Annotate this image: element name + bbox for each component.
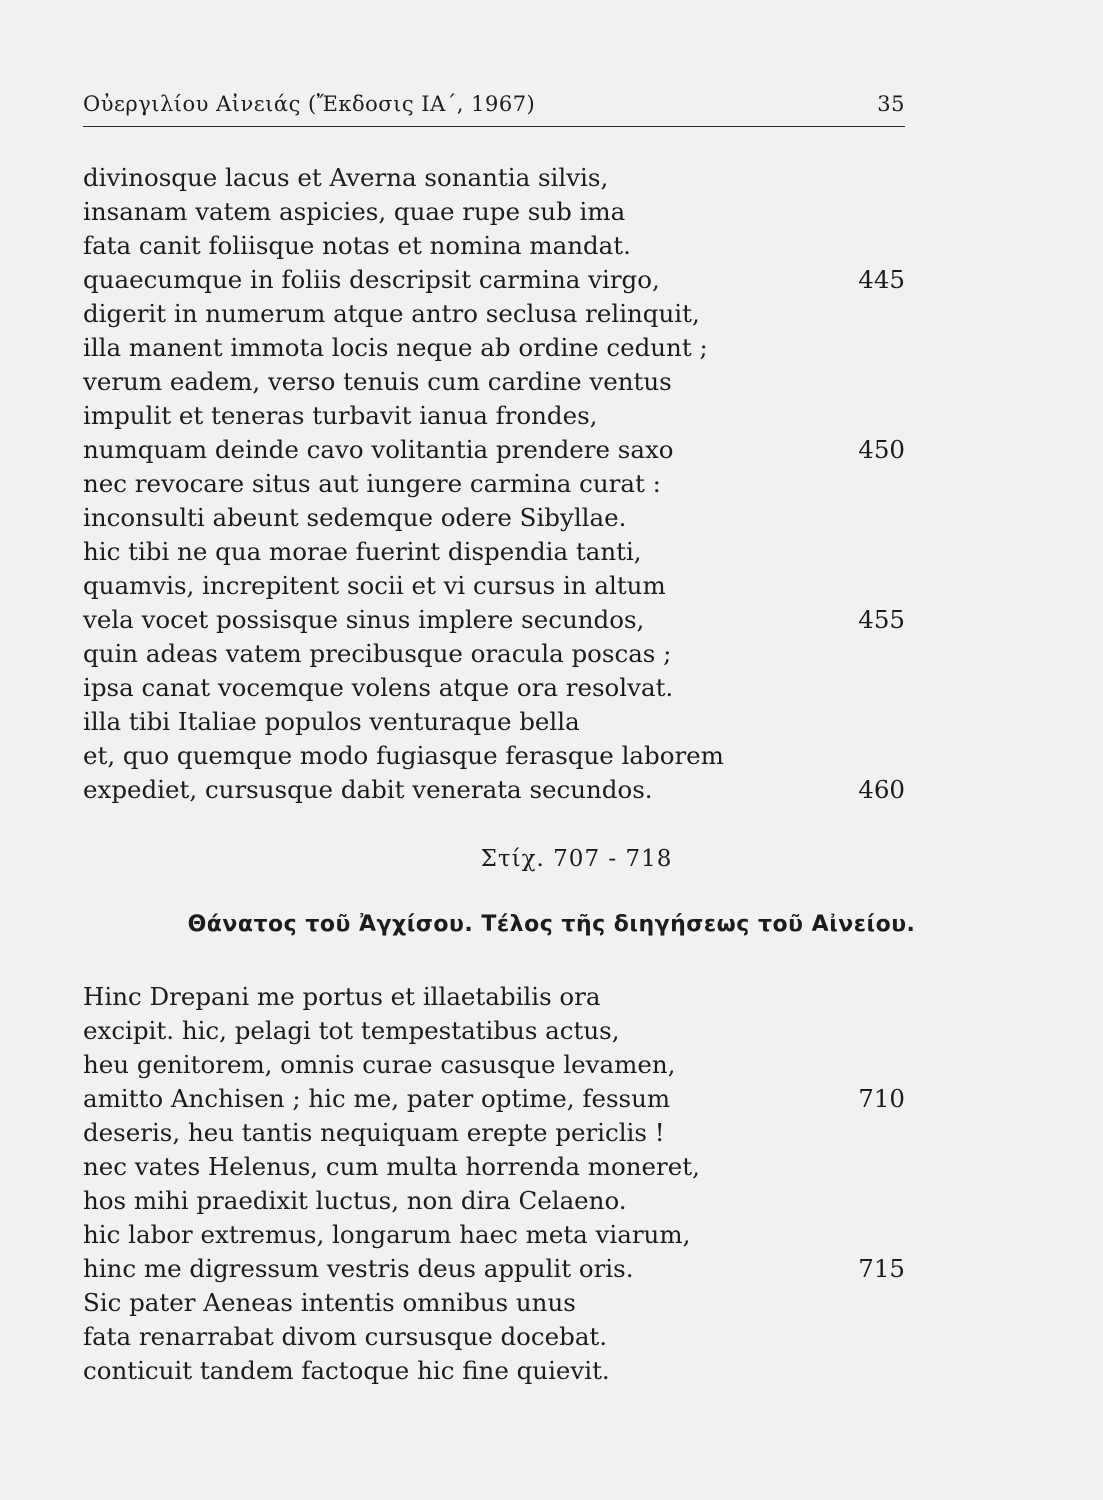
verse-line <box>83 433 905 467</box>
verse-text: quamvis, increpitent socii et vi cursus in altum <box>83 571 666 600</box>
verse-text: deseris, heu tantis nequiquam erepte periclis ! <box>83 1118 665 1147</box>
verse-line <box>83 1252 905 1286</box>
verse-line <box>83 569 905 603</box>
caption-text: Στίχ. 707 - 718 <box>480 846 673 872</box>
verse-text: illa tibi Italiae populos venturaque bella <box>83 707 580 736</box>
verse-line <box>83 535 905 569</box>
line-number: 450 <box>858 435 905 464</box>
verse-line <box>83 501 905 535</box>
verse-line <box>83 603 905 637</box>
verse-line <box>83 980 905 1014</box>
verse-text: Sic pater Aeneas intentis omnibus unus <box>83 1288 576 1317</box>
verse-text: divinosque lacus et Averna sonantia silvis, <box>83 163 609 192</box>
running-head <box>83 92 905 127</box>
verse-text: illa manent immota locis neque ab ordine cedunt ; <box>83 333 708 362</box>
verse-text: excipit. hic, pelagi tot tempestatibus actus, <box>83 1016 620 1045</box>
verse-line <box>83 1320 905 1354</box>
verse-text: hos mihi praedixit luctus, non dira Celaeno. <box>83 1186 627 1215</box>
verse-line <box>83 1286 905 1320</box>
verse-line <box>83 773 905 807</box>
verse-text: insanam vatem aspicies, quae rupe sub ima <box>83 197 626 226</box>
verse-line <box>83 467 905 501</box>
verse-line <box>83 739 905 773</box>
verse-text: hic tibi ne qua morae fuerint dispendia tanti, <box>83 537 642 566</box>
verse-line <box>83 1184 905 1218</box>
line-number: 445 <box>858 265 905 294</box>
verse-line <box>83 1116 905 1150</box>
line-number: 715 <box>858 1254 905 1283</box>
verse-text: fata renarrabat divom cursusque docebat. <box>83 1322 608 1351</box>
verse-text: verum eadem, verso tenuis cum cardine ventus <box>83 367 672 396</box>
verse-text: et, quo quemque modo fugiasque ferasque laborem <box>83 741 724 770</box>
line-number: 455 <box>858 605 905 634</box>
verse-text: nec revocare situs aut iungere carmina curat : <box>83 469 661 498</box>
verse-text: expediet, cursusque dabit venerata secundos. <box>83 775 653 804</box>
verse-text: amitto Anchisen ; hic me, pater optime, fessum <box>83 1084 671 1113</box>
verse-text: numquam deinde cavo volitantia prendere saxo <box>83 435 674 464</box>
verse-text: hinc me digressum vestris deus appulit oris. <box>83 1254 634 1283</box>
verse-line <box>83 195 905 229</box>
verse-text: ipsa canat vocemque volens atque ora resolvat. <box>83 673 674 702</box>
verse-line <box>83 1218 905 1252</box>
verse-line <box>83 1014 905 1048</box>
verse-text: digerit in numerum atque antro seclusa relinquit, <box>83 299 700 328</box>
verse-text: hic labor extremus, longarum haec meta viarum, <box>83 1220 691 1249</box>
verse-line <box>83 399 905 433</box>
verse-line <box>83 1354 905 1388</box>
verse-line <box>83 637 905 671</box>
running-head-title: Οὐεργιλίου Αἰνειάς (Ἔκδοσις ΙΑ΄, 1967) <box>83 92 536 116</box>
verse-range-caption <box>0 846 1103 872</box>
verse-line <box>83 365 905 399</box>
verse-line <box>83 1150 905 1184</box>
verse-line <box>83 671 905 705</box>
verse-text: impulit et teneras turbavit ianua frondes, <box>83 401 598 430</box>
verse-text: conticuit tandem factoque hic fine quievit. <box>83 1356 610 1385</box>
verse-line <box>83 331 905 365</box>
verse-text: vela vocet possisque sinus implere secundos, <box>83 605 645 634</box>
verse-line <box>83 297 905 331</box>
verse-text: quin adeas vatem precibusque oracula poscas ; <box>83 639 672 668</box>
verse-block-707-718 <box>83 980 905 1388</box>
verse-text: inconsulti abeunt sedemque odere Sibyllae. <box>83 503 627 532</box>
verse-block-443-460 <box>83 161 905 807</box>
verse-line <box>83 1082 905 1116</box>
verse-text: heu genitorem, omnis curae casusque levamen, <box>83 1050 676 1079</box>
verse-line <box>83 1048 905 1082</box>
page-number: 35 <box>877 92 905 116</box>
line-number: 460 <box>858 775 905 804</box>
section-heading: Θάνατος τοῦ Ἀγχίσου. Τέλος τῆς διηγήσεως τοῦ Αἰνείου. <box>187 912 916 937</box>
verse-line <box>83 263 905 297</box>
verse-text: nec vates Helenus, cum multa horrenda moneret, <box>83 1152 700 1181</box>
verse-line <box>83 161 905 195</box>
verse-text: fata canit foliisque notas et nomina mandat. <box>83 231 631 260</box>
verse-line <box>83 229 905 263</box>
line-number: 710 <box>858 1084 905 1113</box>
verse-text: Hinc Drepani me portus et illaetabilis ora <box>83 982 601 1011</box>
verse-line <box>83 705 905 739</box>
verse-text: quaecumque in foliis descripsit carmina virgo, <box>83 265 660 294</box>
